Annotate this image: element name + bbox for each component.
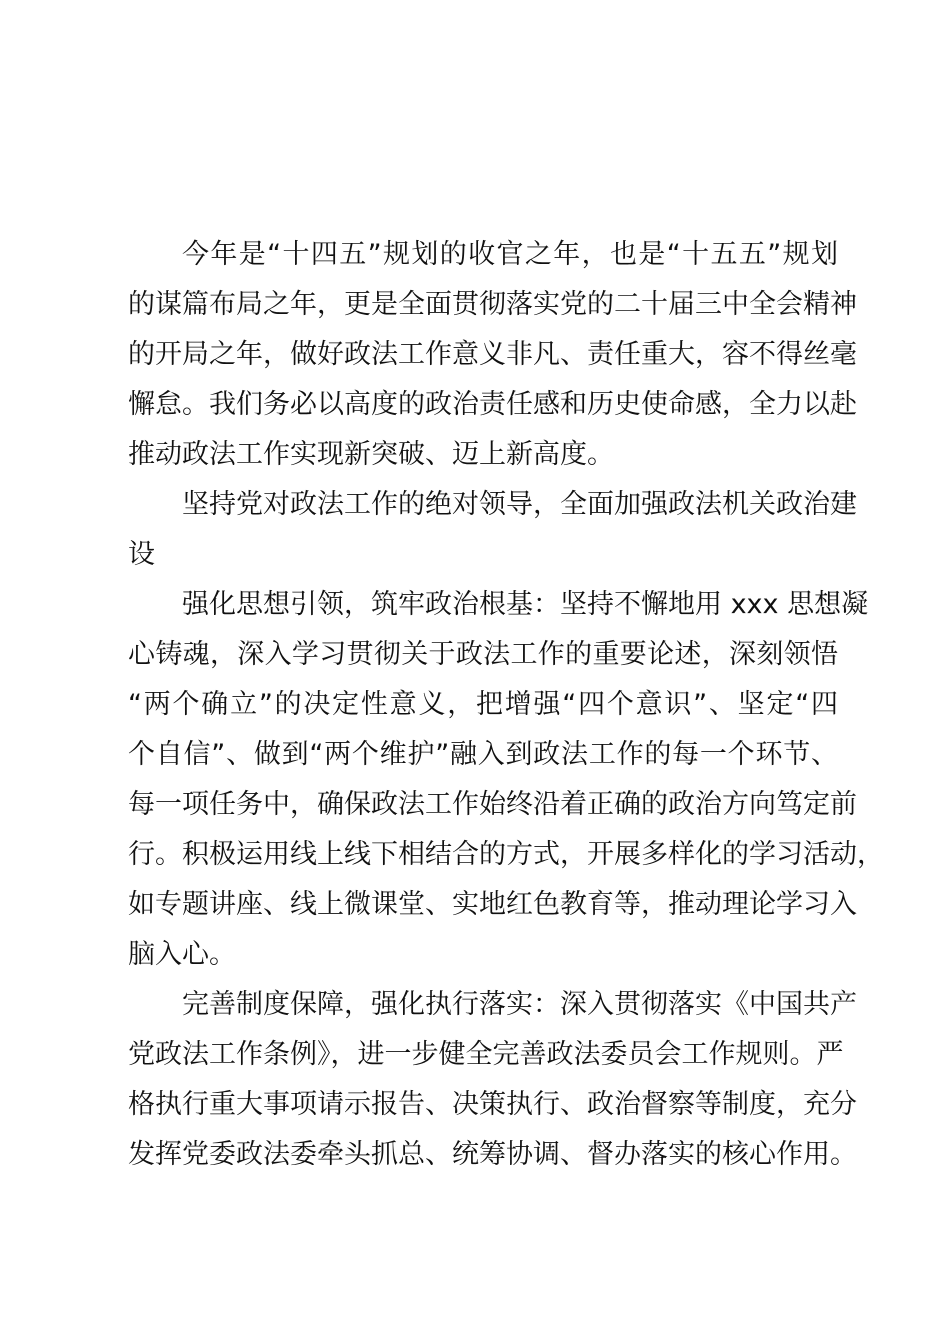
text-line: 行。积极运用线上线下相结合的方式，开展多样化的学习活动， — [128, 839, 884, 870]
text-line: 每一项任务中，确保政法工作始终沿着正确的政治方向笃定前 — [128, 789, 857, 820]
text-line: 心铸魂，深入学习贯彻关于政法工作的重要论述，深刻领悟 — [128, 639, 838, 670]
text-line: 推动政法工作实现新突破、迈上新高度。 — [128, 439, 614, 470]
paragraph-intro — [128, 230, 857, 480]
text-line: 党政法工作条例》，进一步健全完善政法委员会工作规则。严 — [128, 1039, 844, 1070]
text-line: “两个确立”的决定性意义，把增强“四个意识”、坚定“四 — [128, 689, 838, 720]
text-line: 坚持党对政法工作的绝对领导，全面加强政法机关政治建 — [182, 489, 857, 520]
text-line: 脑入心。 — [128, 939, 236, 970]
paragraph-institutional-guarantee — [128, 980, 857, 1180]
text-line: 如专题讲座、线上微课堂、实地红色教育等，推动理论学习入 — [128, 889, 857, 920]
paragraph-thought-guidance — [128, 580, 884, 980]
paragraph-heading — [128, 480, 857, 580]
text-line: 完善制度保障，强化执行落实：深入贯彻落实《中国共产 — [182, 989, 857, 1020]
text-line: 今年是“十四五”规划的收官之年，也是“十五五”规划 — [182, 239, 838, 270]
text-line: 个自信”、做到“两个维护”融入到政法工作的每一个环节、 — [128, 739, 838, 770]
text-line: 格执行重大事项请示报告、决策执行、政治督察等制度，充分 — [128, 1089, 857, 1120]
text-line: 的开局之年，做好政法工作意义非凡、责任重大，容不得丝毫 — [128, 339, 857, 370]
text-line: 设 — [128, 539, 155, 570]
text-line: 强化思想引领，筑牢政治根基：坚持不懈地用 xxx 思想凝 — [182, 589, 869, 620]
body-text — [128, 230, 884, 1180]
text-line: 发挥党委政法委牵头抓总、统筹协调、督办落实的核心作用。 — [128, 1139, 857, 1170]
text-line: 的谋篇布局之年，更是全面贯彻落实党的二十届三中全会精神 — [128, 289, 857, 320]
text-line: 懈怠。我们务必以高度的政治责任感和历史使命感，全力以赴 — [128, 389, 857, 420]
